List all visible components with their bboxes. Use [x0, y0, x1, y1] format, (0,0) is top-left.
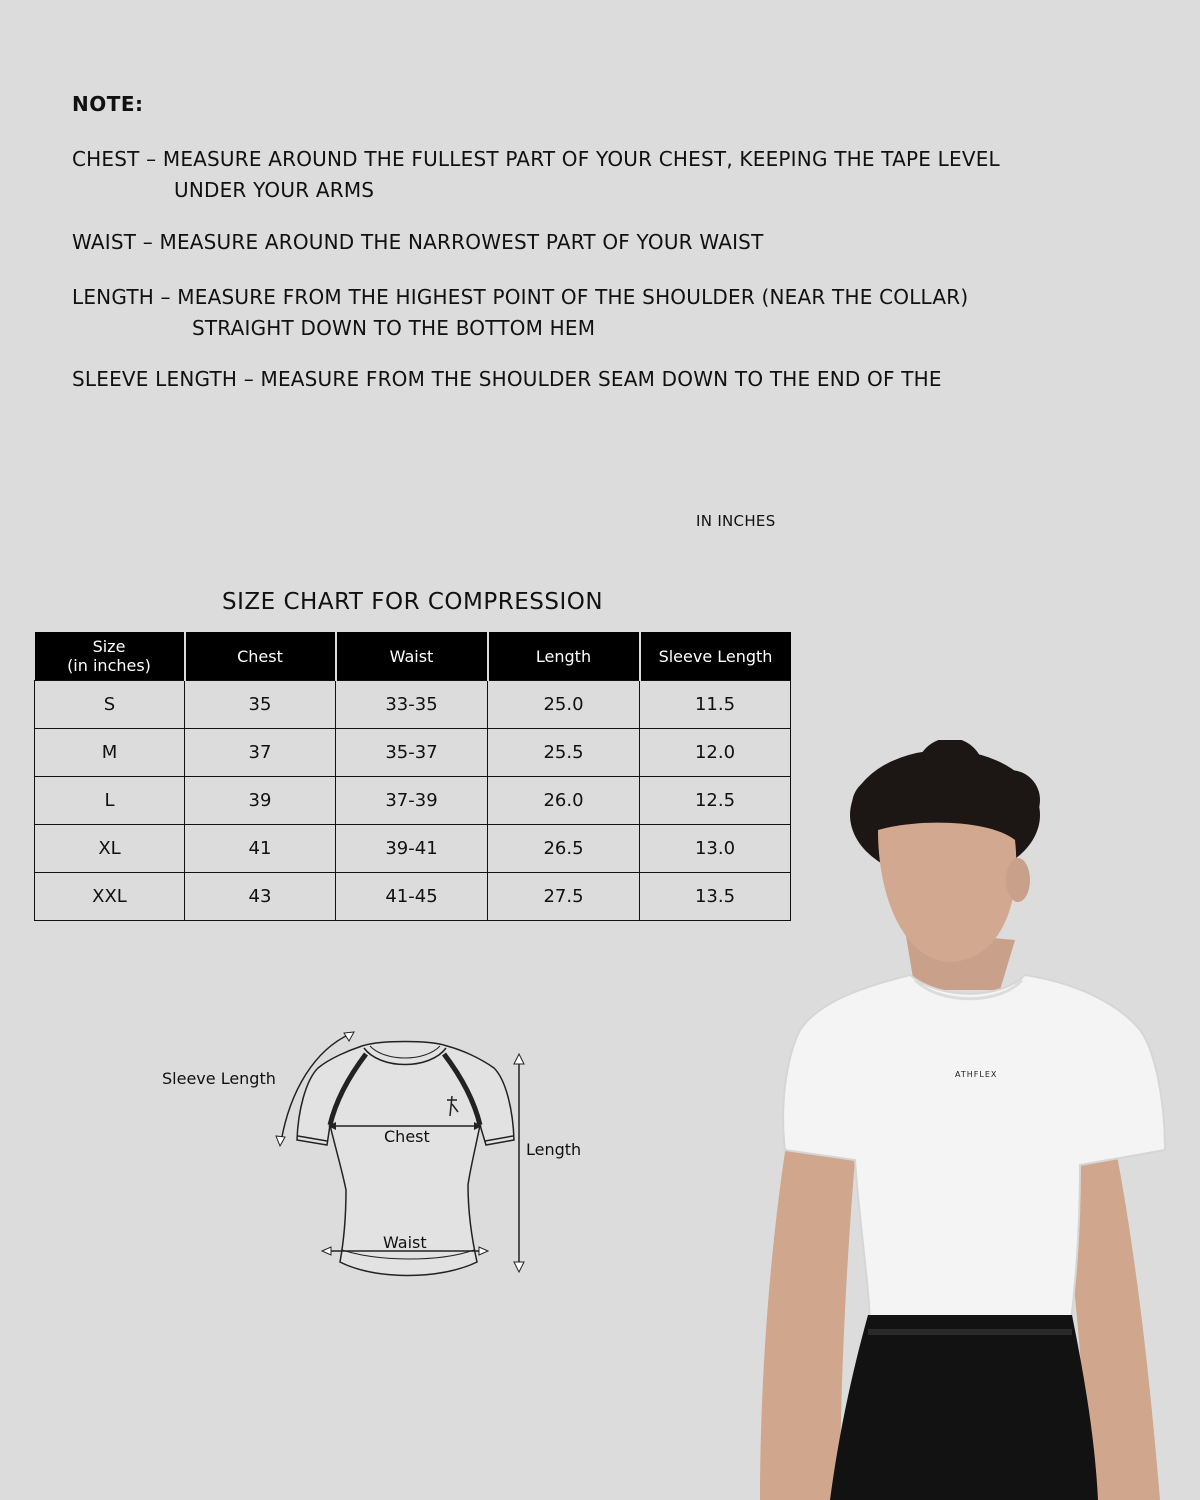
units-label: IN INCHES — [696, 512, 776, 530]
header-size — [35, 632, 185, 681]
cell-length: 26.5 — [488, 825, 640, 873]
cell-sleeve: 11.5 — [640, 681, 791, 729]
size-chart-table — [34, 632, 791, 921]
table-header-row — [35, 632, 791, 681]
length-arrowhead-top-icon — [514, 1054, 524, 1064]
note-title: NOTE: — [72, 92, 144, 116]
cell-chest: 41 — [185, 825, 336, 873]
cell-length: 25.0 — [488, 681, 640, 729]
note-sleeve-line1: SLEEVE LENGTH – MEASURE FROM THE SHOULDER SEAM DOWN TO THE END OF THE — [72, 367, 942, 391]
header-length: Length — [488, 632, 640, 681]
cell-sleeve: 12.5 — [640, 777, 791, 825]
cell-length: 25.5 — [488, 729, 640, 777]
cell-waist: 39-41 — [336, 825, 488, 873]
cell-chest: 43 — [185, 873, 336, 921]
tshirt-measurement-diagram — [150, 1020, 610, 1290]
header-size-label: Size (in inches) — [67, 637, 151, 675]
chest-label: Chest — [384, 1127, 430, 1146]
cell-size: L — [35, 777, 185, 825]
waist-arrowhead-right-icon — [479, 1247, 488, 1255]
table-row — [35, 873, 791, 921]
note-chest — [72, 144, 1000, 206]
note-length-line2: STRAIGHT DOWN TO THE BOTTOM HEM — [192, 316, 596, 340]
cell-waist: 35-37 — [336, 729, 488, 777]
length-arrowhead-bottom-icon — [514, 1262, 524, 1272]
shirt-logo-text: ATHFLEX — [955, 1070, 998, 1079]
table-row — [35, 681, 791, 729]
cell-waist: 41-45 — [336, 873, 488, 921]
table-row — [35, 777, 791, 825]
cell-sleeve: 13.5 — [640, 873, 791, 921]
note-length — [72, 282, 968, 344]
table-row — [35, 729, 791, 777]
cell-chest: 37 — [185, 729, 336, 777]
note-sleeve — [72, 364, 942, 395]
sleeve-length-label: Sleeve Length — [162, 1069, 276, 1088]
waist-label: Waist — [383, 1233, 427, 1252]
cell-sleeve: 13.0 — [640, 825, 791, 873]
model-photo — [755, 740, 1200, 1500]
header-sleeve-length: Sleeve Length — [640, 632, 791, 681]
model-hair-curl — [980, 770, 1040, 830]
cell-sleeve: 12.0 — [640, 729, 791, 777]
cell-waist: 33-35 — [336, 681, 488, 729]
waist-arrowhead-left-icon — [322, 1247, 331, 1255]
cell-length: 27.5 — [488, 873, 640, 921]
note-chest-line2: UNDER YOUR ARMS — [174, 178, 375, 202]
header-waist: Waist — [336, 632, 488, 681]
model-ear — [1006, 858, 1030, 902]
cell-chest: 39 — [185, 777, 336, 825]
model-hair-curl — [916, 740, 984, 806]
sleeve-arrowhead-bottom-icon — [276, 1136, 285, 1146]
model-hair-curl — [852, 777, 908, 833]
size-chart-title: SIZE CHART FOR COMPRESSION — [222, 589, 604, 615]
cell-chest: 35 — [185, 681, 336, 729]
cell-size: M — [35, 729, 185, 777]
note-waist — [72, 227, 764, 258]
note-length-line1: LENGTH – MEASURE FROM THE HIGHEST POINT OF THE SHOULDER (NEAR THE COLLAR) — [72, 285, 969, 309]
model-pants — [830, 1315, 1098, 1500]
cell-length: 26.0 — [488, 777, 640, 825]
table-row — [35, 825, 791, 873]
cell-waist: 37-39 — [336, 777, 488, 825]
note-chest-line1: CHEST – MEASURE AROUND THE FULLEST PART OF YOUR CHEST, KEEPING THE TAPE LEVEL — [72, 147, 1000, 171]
length-label: Length — [526, 1140, 582, 1159]
cell-size: XXL — [35, 873, 185, 921]
cell-size: XL — [35, 825, 185, 873]
note-waist-line1: WAIST – MEASURE AROUND THE NARROWEST PART OF YOUR WAIST — [72, 230, 764, 254]
cell-size: S — [35, 681, 185, 729]
header-chest: Chest — [185, 632, 336, 681]
